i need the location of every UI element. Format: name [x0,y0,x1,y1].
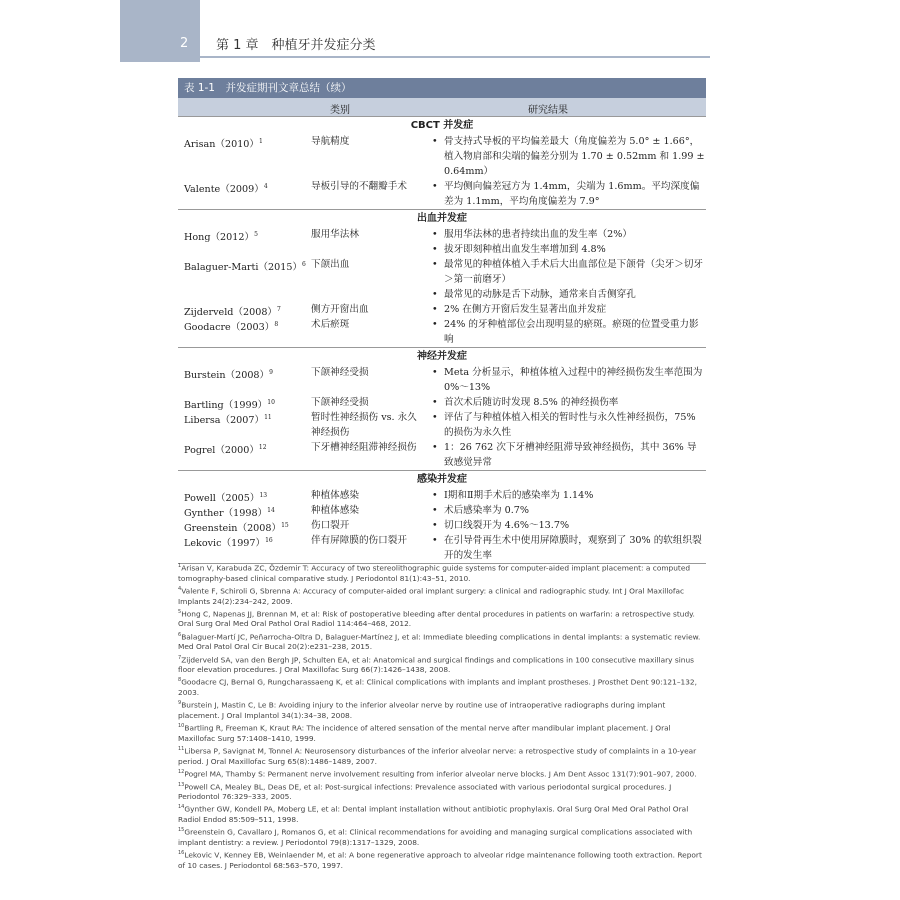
reference-number: 16 [178,850,185,857]
study-author [184,440,309,458]
finding-bullet: • 在引导骨再生术中使用屏障膜时，观察到了 30% 的软组织裂开的发生率 [430,533,706,563]
reference-text: Libersa P, Savignat M, Tonnel A: Neurosensory disturbances of the inferior alveolar nerve: a retrospective study of complaints in a 10-year period. J Oral Maxillofac Surg 65(8):1486–1489, 2007. [178,746,697,766]
reference-marker: 11 [264,414,272,421]
chapter-title: 第 1 章 种植牙并发症分类 [216,38,376,53]
study-author [184,533,309,551]
table-row [178,503,706,518]
finding-bullet: • 术后感染率为 0.7% [430,503,706,518]
complication-category: 导航精度 [311,136,350,147]
reference-text: Gynther GW, Kondell PA, Moberg LE, et al: Dental implant installation without antibiotic prophylaxis. Oral Surg Oral Med Oral Pathol Oral Radiol Endod 85:509–511, 1998. [178,804,689,825]
author-text: Libersa（2007） [184,415,265,427]
finding-bullet: • 2% 在侧方开窗后发生显著出血并发症 [430,302,706,317]
study-findings [430,227,706,257]
reference-number: 13 [178,781,185,788]
reference-text: Hong C, Napenas JJ, Brennan M, et al: Risk of postoperative bleeding after dental procedures in patients on warfarin: a retrospective study. Oral Surg Oral Med Oral Pathol Oral Radiol 114:464–468, 2012. [178,609,695,629]
study-author [184,179,309,197]
table-row [178,227,706,257]
author-text: Pogrel（2000） [184,445,259,457]
finding-bullet: • Meta 分析显示，种植体植入过程中的神经损伤发生率范围为 0%～13% [430,365,706,395]
reference-marker: 6 [302,261,306,268]
complication-category: 种植体感染 [311,490,359,501]
table-row [178,518,706,533]
reference-entry [178,802,708,825]
complication-category: 伤口裂开 [311,520,350,531]
reference-marker: 9 [269,369,273,376]
reference-text: Balaguer-Martí JC, Peñarrocha-Oltra D, Balaguer-Martínez J, et al: Immediate bleeding complications in dental implants: a systematic review. Med Oral Patol Oral Cir Bucal 20(2):e231–238, 2015. [178,632,701,652]
reference-entry [178,561,708,584]
reference-marker: 4 [263,183,268,190]
reference-text: Burstein J, Mastin C, Le B: Avoiding injury to the inferior alveolar nerve by routine use of intraoperative radiographs during implant placement. J Oral Implantol 34(1):34–38, 2008. [178,700,666,720]
finding-bullet: • 评估了与种植体植入相关的暂时性与永久性神经损伤，75% 的损伤为永久性 [430,410,706,440]
author-text: Valente（2009） [184,184,264,196]
complication-category: 服用华法林 [311,229,359,240]
finding-bullet: • 切口线裂开为 4.6%～13.7% [430,518,706,533]
section-heading: 出血并发症 [178,209,706,227]
complications-table [178,78,706,564]
reference-entry [178,607,708,630]
table-row [178,410,706,440]
reference-marker: 5 [254,231,258,238]
study-findings [430,410,706,440]
column-result: 研究结果 [528,105,568,116]
author-text: Arisan（2010） [184,139,260,151]
table-row [178,257,706,302]
author-text: Zijderveld（2008） [184,307,278,319]
reference-number: 4 [178,585,182,592]
reference-marker: 16 [265,537,273,544]
complication-category: 下颌神经受损 [311,397,369,408]
reference-marker: 14 [267,507,275,514]
author-text: Hong（2012） [184,232,255,244]
study-findings [430,518,706,533]
author-text: Goodacre（2003） [184,322,275,334]
section-heading: 感染并发症 [178,470,706,488]
author-text: Bartling（1999） [184,400,268,412]
study-author [184,227,309,245]
reference-entry [178,653,708,676]
table-row [178,533,706,563]
reference-entry [178,584,708,607]
reference-text: Bartling R, Freeman K, Kraut RA: The incidence of altered sensation of the mental nerve after mandibular implant placement. J Oral Maxillofac Surg 57:1408–1410, 1999. [178,723,671,743]
table-row [178,302,706,317]
study-findings [430,488,706,503]
reference-list [178,561,708,871]
section-heading: 神经并发症 [178,347,706,365]
reference-text: Lekovic V, Kenney EB, Weinlaender M, et al: A bone regenerative approach to alveolar ridge maintenance following tooth extraction. Report of 10 cases. J Periodontol 68:563–570, 1997. [178,850,702,870]
running-header [0,0,900,62]
reference-number: 9 [178,700,182,707]
complication-category: 下颌出血 [311,259,350,270]
reference-entry [178,848,708,871]
finding-bullet: • 拔牙即刻种植出血发生率增加到 4.8% [430,242,706,257]
table-row [178,488,706,503]
study-author [184,410,309,428]
reference-text: Pogrel MA, Thamby S: Permanent nerve involvement resulting from inferior alveolar nerve blocks. J Am Dent Assoc 131(7):901–907, 2000. [184,769,697,779]
table-column-header [178,98,706,116]
complication-category: 下颌神经受损 [311,367,369,378]
finding-bullet: • 最常见的动脉是舌下动脉，通常来自舌侧穿孔 [430,287,706,302]
table-row [178,365,706,395]
study-author [184,317,309,335]
reference-number: 14 [178,804,185,811]
reference-marker: 8 [274,321,279,328]
study-findings [430,317,706,347]
author-text: Burstein（2008） [184,370,270,382]
reference-entry [178,767,708,780]
reference-entry [178,630,708,653]
reference-text: Arisan V, Karabuda ZC, Özdemir T: Accuracy of two stereolithographic guide systems for computer-aided implant placement: a computed tomography-based clinical comparative study. J Periodontol 81(1):43–51, 2010. [178,563,691,583]
complication-category: 伴有屏障膜的伤口裂开 [311,535,407,546]
complication-category: 侧方开窗出血 [311,304,369,315]
complication-category: 下牙槽神经阻滞神经损伤 [311,442,417,453]
table-row [178,395,706,410]
reference-entry [178,744,708,767]
reference-marker: 15 [281,522,289,529]
complication-category: 种植体感染 [311,505,359,516]
reference-text: Valente F, Schiroli G, Sbrenna A: Accuracy of computer-aided oral implant surgery: a clinical and radiographic study. Int J Oral Maxillofac Implants 24(2):234–242, 2009. [178,586,685,606]
header-rule [200,56,710,58]
reference-entry [178,780,708,803]
complication-category: 导板引导的不翻瓣手术 [311,181,407,192]
reference-number: 5 [178,608,182,615]
study-author [184,365,309,383]
table-caption: 表 1-1 并发症期刊文章总结（续） [178,78,706,98]
reference-number: 7 [178,654,182,661]
complication-category: 术后瘀斑 [311,319,350,330]
finding-bullet: • 骨支持式导板的平均偏差最大（角度偏差为 5.0° ± 1.66°，植入物肩部和尖端的偏差分别为 1.70 ± 0.52mm 和 1.99 ± 0.64mm） [430,134,706,179]
reference-number: 1 [178,563,182,569]
table-body [178,116,706,563]
author-text: Balaguer-Marti（2015） [184,262,303,274]
reference-text: Zijderveld SA, van den Bergh JP, Schulten EA, et al: Anatomical and surgical findings and complications in 100 consecutive maxillary sinus floor elevation procedures. J Oral Maxillofac Surg 66(7):1426–1438, 2008. [178,654,694,675]
table-row [178,179,706,209]
finding-bullet: • 服用华法林的患者持续出血的发生率（2%） [430,227,706,242]
reference-entry [178,698,708,721]
study-findings [430,503,706,518]
finding-bullet: • 1：26 762 次下牙槽神经阻滞导致神经损伤，其中 36% 导致感觉异常 [430,440,706,470]
finding-bullet: • 最常见的种植体植入手术后大出血部位是下颌骨（尖牙＞切牙＞第一前磨牙） [430,257,706,287]
author-text: Greenstein（2008） [184,523,282,535]
study-findings [430,257,706,302]
table-row [178,440,706,470]
study-findings [430,134,706,179]
reference-number: 6 [178,631,182,638]
reference-number: 15 [178,827,185,834]
study-author [184,134,309,152]
finding-bullet: • 平均侧向偏差冠方为 1.4mm，尖端为 1.6mm。平均深度偏差为 1.1mm，平均角度偏差为 7.9° [430,179,706,209]
author-text: Lekovic（1997） [184,538,266,550]
reference-entry [178,675,708,698]
reference-text: Goodacre CJ, Bernal G, Rungcharassaeng K, et al: Clinical complications with implants and implant prostheses. J Prosthet Dent 90:121–132, 2003. [178,677,697,698]
column-category: 类别 [330,105,350,116]
reference-number: 12 [178,768,185,775]
study-findings [430,302,706,317]
author-text: Gynther（1998） [184,508,268,520]
reference-text: Powell CA, Mealey BL, Deas DE, et al: Post-surgical infections: Prevalence associated with various periodontal surgical procedures. J Periodontol 76:329–333, 2005. [178,782,672,802]
page-number-block [120,0,200,62]
reference-entry [178,825,708,848]
finding-bullet: • Ⅰ期和Ⅱ期手术后的感染率为 1.14% [430,488,706,503]
study-findings [430,365,706,395]
finding-bullet: • 24% 的牙种植部位会出现明显的瘀斑。瘀斑的位置受重力影响 [430,317,706,347]
reference-marker: 13 [259,492,268,499]
study-findings [430,395,706,410]
reference-entry [178,721,708,744]
finding-bullet: • 首次术后随访时发现 8.5% 的神经损伤率 [430,395,706,410]
reference-marker: 12 [258,444,267,451]
table-row [178,134,706,179]
section-heading: CBCT 并发症 [178,116,706,134]
reference-marker: 7 [277,306,281,313]
reference-number: 11 [178,746,185,752]
study-author [184,257,309,275]
reference-marker: 1 [259,138,263,145]
reference-number: 10 [178,723,185,730]
reference-text: Greenstein G, Cavallaro J, Romanos G, et al: Clinical recommendations for avoiding and managing surgical complications associated with implant dentistry: a review. J Periodontol 79(8):1317–1329, 2008. [178,827,693,847]
table-row [178,317,706,347]
reference-marker: 10 [267,399,275,406]
study-findings [430,533,706,563]
page-number: 2 [180,36,189,51]
study-findings [430,440,706,470]
complication-category: 暂时性神经损伤 vs. 永久神经损伤 [311,412,417,438]
study-findings [430,179,706,209]
reference-number: 8 [178,677,182,684]
author-text: Powell（2005） [184,493,260,505]
